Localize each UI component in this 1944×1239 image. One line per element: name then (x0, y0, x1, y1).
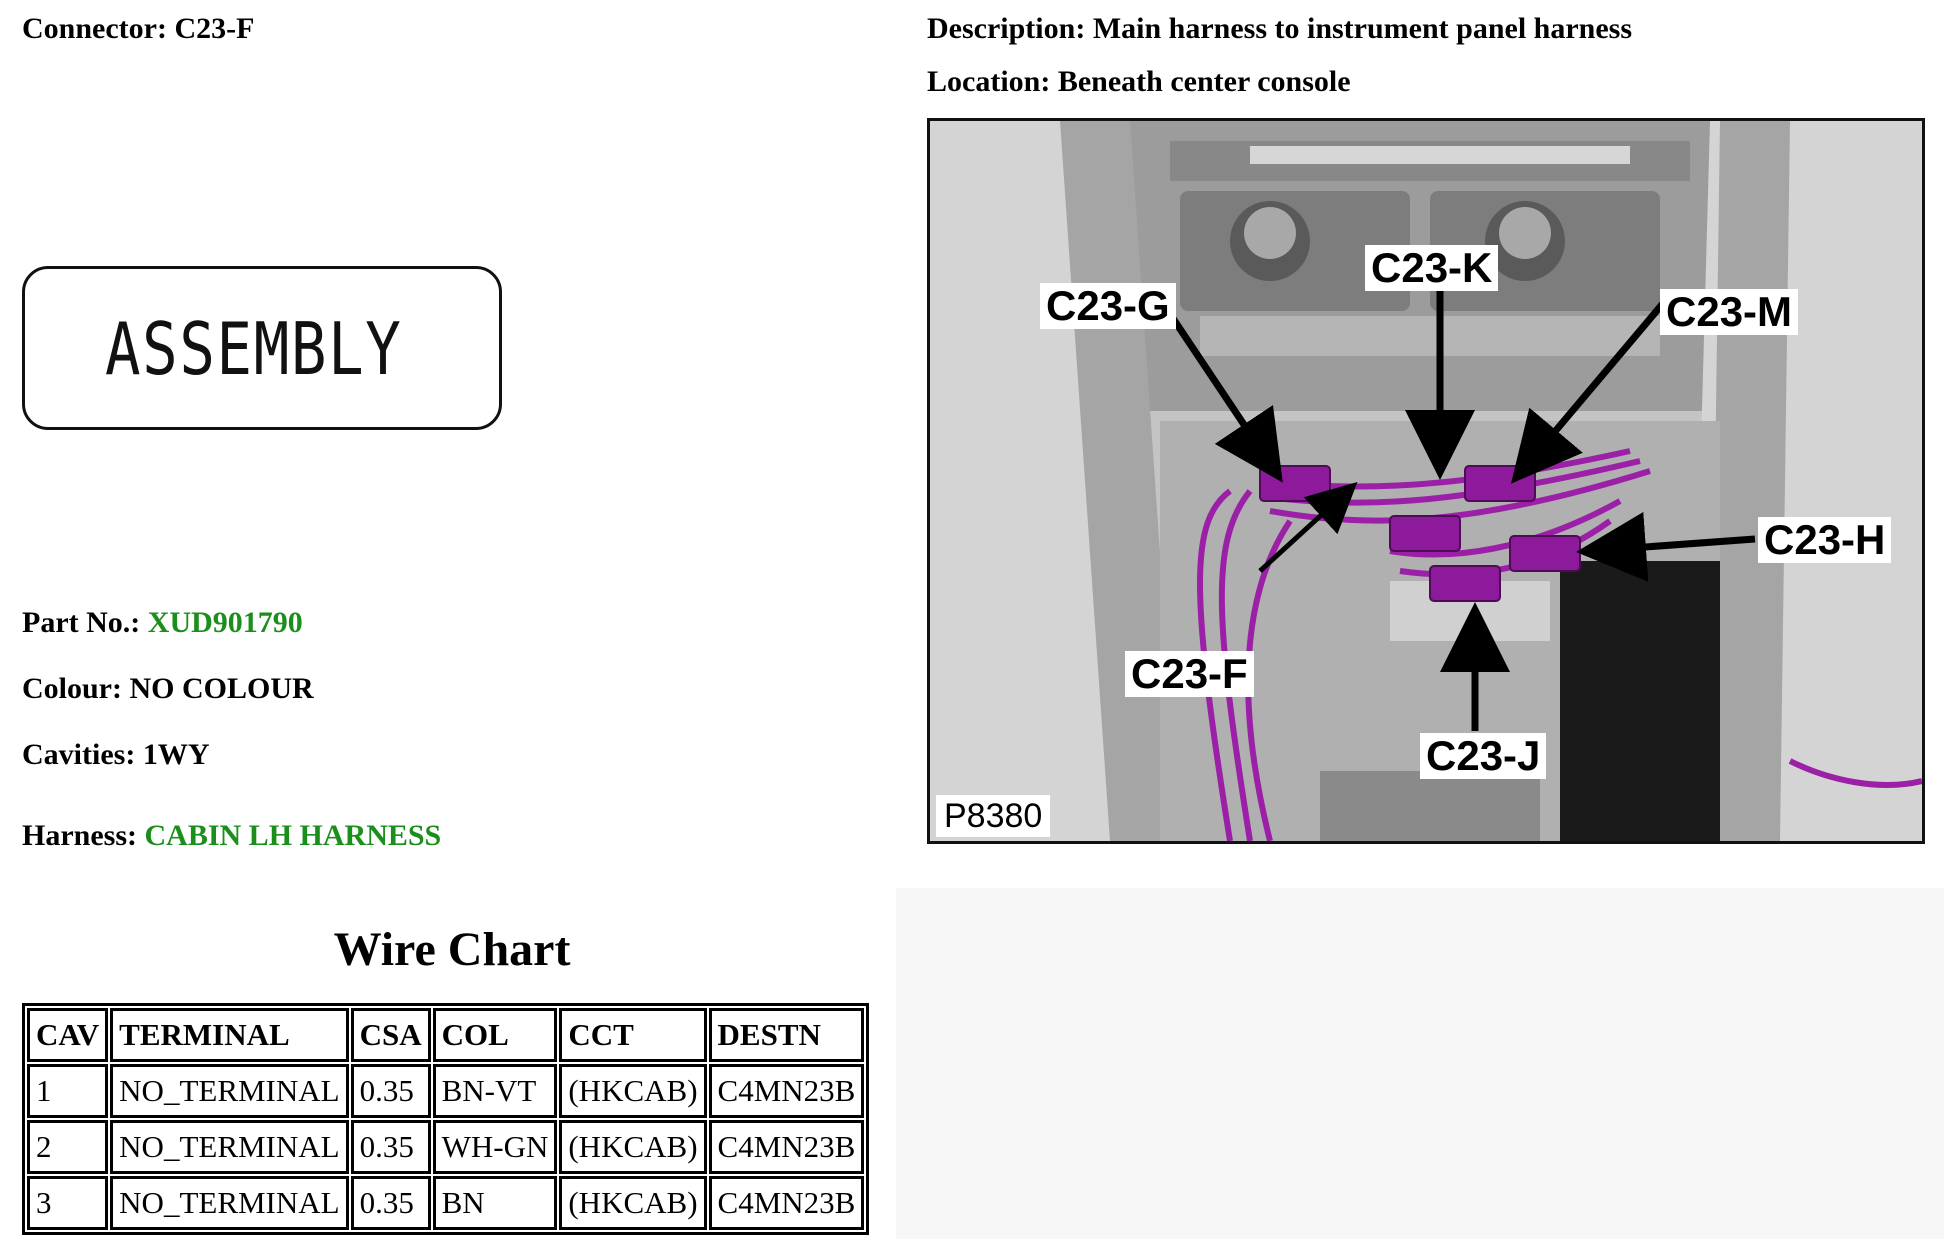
cell-terminal: NO_TERMINAL (110, 1176, 348, 1230)
part-number-link[interactable]: XUD901790 (147, 606, 303, 639)
callout-c23-j: C23-J (1420, 733, 1546, 779)
cell-cav: 2 (27, 1120, 108, 1174)
cell-csa: 0.35 (351, 1176, 431, 1230)
table-row (27, 1064, 864, 1118)
cell-col: BN (433, 1176, 558, 1230)
header-destn: DESTN (709, 1008, 865, 1062)
cell-terminal: NO_TERMINAL (110, 1064, 348, 1118)
header-cav: CAV (27, 1008, 108, 1062)
part-number-line (22, 606, 303, 640)
header-csa: CSA (351, 1008, 431, 1062)
cell-cct: (HKCAB) (559, 1176, 706, 1230)
wire-chart-title: Wire Chart (333, 923, 571, 976)
colour-value: NO COLOUR (129, 672, 314, 705)
location-line (927, 65, 1351, 99)
assembly-text: ASSEMBLY (105, 307, 403, 391)
table-header-row (27, 1008, 864, 1062)
cell-cav: 3 (27, 1176, 108, 1230)
callout-c23-k: C23-K (1365, 245, 1498, 291)
callout-c23-g: C23-G (1040, 283, 1176, 329)
cell-csa: 0.35 (351, 1120, 431, 1174)
assembly-image (22, 266, 502, 430)
header-terminal: TERMINAL (110, 1008, 348, 1062)
cell-col: WH-GN (433, 1120, 558, 1174)
location-value: Beneath center console (1057, 65, 1351, 98)
location-label: Location: (927, 65, 1051, 98)
cavities-value: 1WY (142, 738, 210, 771)
cavities-label: Cavities: (22, 738, 136, 771)
cavities-line (22, 738, 209, 772)
description-line (927, 12, 1632, 46)
callout-c23-m: C23-M (1660, 289, 1798, 335)
harness-link[interactable]: CABIN LH HARNESS (144, 819, 442, 852)
cell-csa: 0.35 (351, 1064, 431, 1118)
cell-destn: C4MN23B (709, 1176, 865, 1230)
colour-label: Colour: (22, 672, 122, 705)
table-row (27, 1176, 864, 1230)
callout-c23-f: C23-F (1125, 651, 1254, 697)
cell-destn: C4MN23B (709, 1064, 865, 1118)
cell-cav: 1 (27, 1064, 108, 1118)
connector-line (22, 12, 254, 46)
photo-id-label: P8380 (936, 795, 1050, 837)
description-value: Main harness to instrument panel harness (1092, 12, 1633, 45)
callout-c23-h: C23-H (1758, 517, 1891, 563)
empty-panel (896, 888, 1944, 1239)
cell-cct: (HKCAB) (559, 1064, 706, 1118)
description-label: Description: (927, 12, 1086, 45)
cell-terminal: NO_TERMINAL (110, 1120, 348, 1174)
connector-location-photo (927, 118, 1925, 844)
harness-line (22, 819, 441, 853)
wire-chart-table (22, 1003, 869, 1235)
cell-destn: C4MN23B (709, 1120, 865, 1174)
connector-label: Connector: (22, 12, 167, 45)
header-col: COL (433, 1008, 558, 1062)
part-number-label: Part No.: (22, 606, 141, 639)
header-cct: CCT (559, 1008, 706, 1062)
connector-value: C23-F (174, 12, 255, 45)
cell-cct: (HKCAB) (559, 1120, 706, 1174)
harness-label: Harness: (22, 819, 137, 852)
cell-col: BN-VT (433, 1064, 558, 1118)
colour-line (22, 672, 314, 706)
table-row (27, 1120, 864, 1174)
